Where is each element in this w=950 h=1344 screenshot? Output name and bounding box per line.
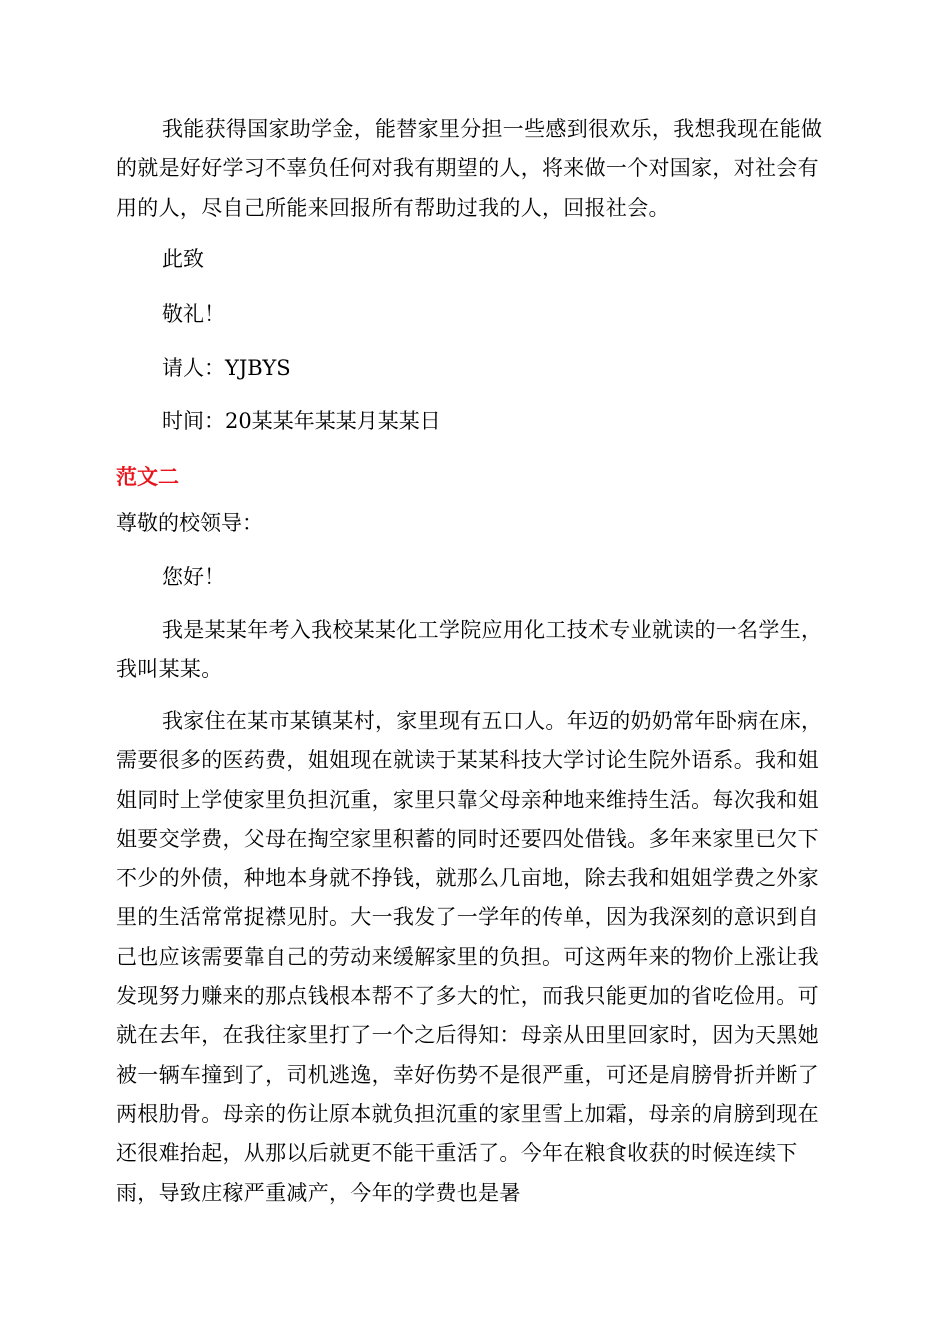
letter1-closing-line-2: 敬礼！: [162, 302, 225, 326]
section-heading: 范文二: [116, 465, 179, 489]
letter2-intro-paragraph: 我是某某年考入我校某某化工学院应用化工技术专业就读的一名学生，我叫某某。: [116, 618, 823, 682]
letter1-signature: 请人：YJBYS: [162, 356, 291, 380]
letter2-body-paragraph: 我家住在某市某镇某村，家里现有五口人。年迈的奶奶常年卧病在床，需要很多的医药费，姐姐现在就读于某某科技大学讨论生院外语系。我和姐姐同时上学使家里负担沉重，家里只靠父母亲种地来维持生活。每次我和姐姐要交学费，父母在掏空家里积蓄的同时还要四处借钱。多年来家里已欠下不少的外债，种地本身就不挣钱，就那么几亩地，除去我和姐姐学费之外家里的生活常常捉襟见肘。大一我发了一学年的传单，因为我深刻的意识到自己也应该需要靠自己的劳动来缓解家里的负担。可这两年来的物价上涨让我发现努力赚来的那点钱根本帮不了多大的忙，而我只能更加的省吃俭用。可就在去年，在我往家里打了一个之后得知：母亲从田里回家时，因为天黑她被一辆车撞到了，司机逃逸，幸好伤势不是很严重，可还是肩膀骨折并断了两根肋骨。母亲的伤让原本就负担沉重的家里雪上加霜，母亲的肩膀到现在还很难抬起，从那以后就更不能干重活了。今年在粮食收获的时候连续下雨，导致庄稼严重减产，今年的学费也是暑: [116, 709, 823, 1205]
letter1-closing-line-1: 此致: [162, 247, 204, 271]
letter2-salutation: 尊敬的校领导：: [116, 511, 263, 535]
letter2-greeting: 您好！: [162, 565, 225, 589]
letter1-body-paragraph: 我能获得国家助学金，能替家里分担一些感到很欢乐，我想我现在能做的就是好好学习不辜负任何对我有期望的人，将来做一个对国家，对社会有用的人，尽自己所能来回报所有帮助过我的人，回报社会。: [116, 117, 823, 220]
letter1-date: 时间：20某某年某某月某某日: [162, 409, 441, 433]
